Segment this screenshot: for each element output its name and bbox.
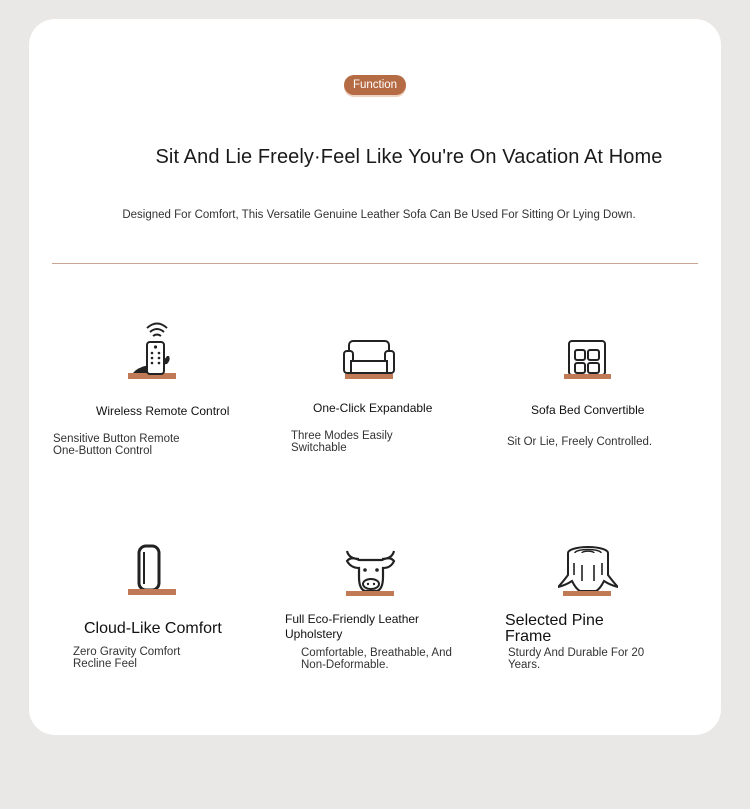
- feature-desc-wireless-remote: [53, 433, 180, 457]
- title-line: Full Eco-Friendly Leather: [285, 612, 420, 626]
- sofa-bed-icon: [562, 321, 622, 381]
- title-line: Frame: [505, 628, 552, 645]
- desc-line: Switchable: [291, 442, 347, 454]
- desc-line: Comfortable, Breathable, And: [301, 647, 452, 659]
- remote-control-icon: [127, 320, 187, 380]
- function-badge: Function: [344, 75, 406, 95]
- desc-line: Recline Feel: [73, 658, 137, 670]
- desc-line: Sit Or Lie, Freely Controlled.: [507, 436, 653, 448]
- cushion-icon: [124, 540, 184, 600]
- feature-desc-expandable: [291, 430, 393, 454]
- tree-stump-icon: [558, 541, 618, 601]
- desc-line: Years.: [508, 659, 541, 671]
- desc-line: Zero Gravity Comfort: [73, 646, 181, 658]
- cow-icon: [341, 541, 401, 601]
- feature-title-cloud-comfort: Cloud-Like Comfort: [84, 620, 222, 637]
- feature-desc-eco-leather: [301, 647, 452, 671]
- page-subtitle: Designed For Comfort, This Versatile Genuine Leather Sofa Can Be Used For Sitting Or Lying Down.: [122, 209, 636, 221]
- feature-title-sofa-bed: Sofa Bed Convertible: [531, 403, 645, 417]
- feature-desc-sofa-bed: [507, 436, 652, 448]
- title-line: Selected Pine: [505, 612, 604, 629]
- divider: [52, 263, 698, 264]
- page-title: Sit And Lie Freely·Feel Like You're On Vacation At Home: [155, 146, 663, 168]
- desc-line: Sensitive Button Remote: [53, 433, 180, 445]
- feature-title-eco-leather: [285, 612, 419, 642]
- desc-line: Three Modes Easily: [291, 430, 393, 442]
- feature-desc-cloud-comfort: [73, 646, 180, 670]
- feature-title-wireless-remote: Wireless Remote Control: [96, 404, 230, 418]
- feature-desc-pine-frame: [508, 647, 644, 671]
- desc-line: One-Button Control: [53, 445, 153, 457]
- sofa-icon: [340, 321, 400, 381]
- desc-line: Non-Deformable.: [301, 659, 389, 671]
- feature-title-expandable: One-Click Expandable: [313, 401, 433, 415]
- title-line: Upholstery: [285, 627, 343, 641]
- feature-title-pine-frame: [505, 613, 604, 645]
- desc-line: Sturdy And Durable For 20: [508, 647, 645, 659]
